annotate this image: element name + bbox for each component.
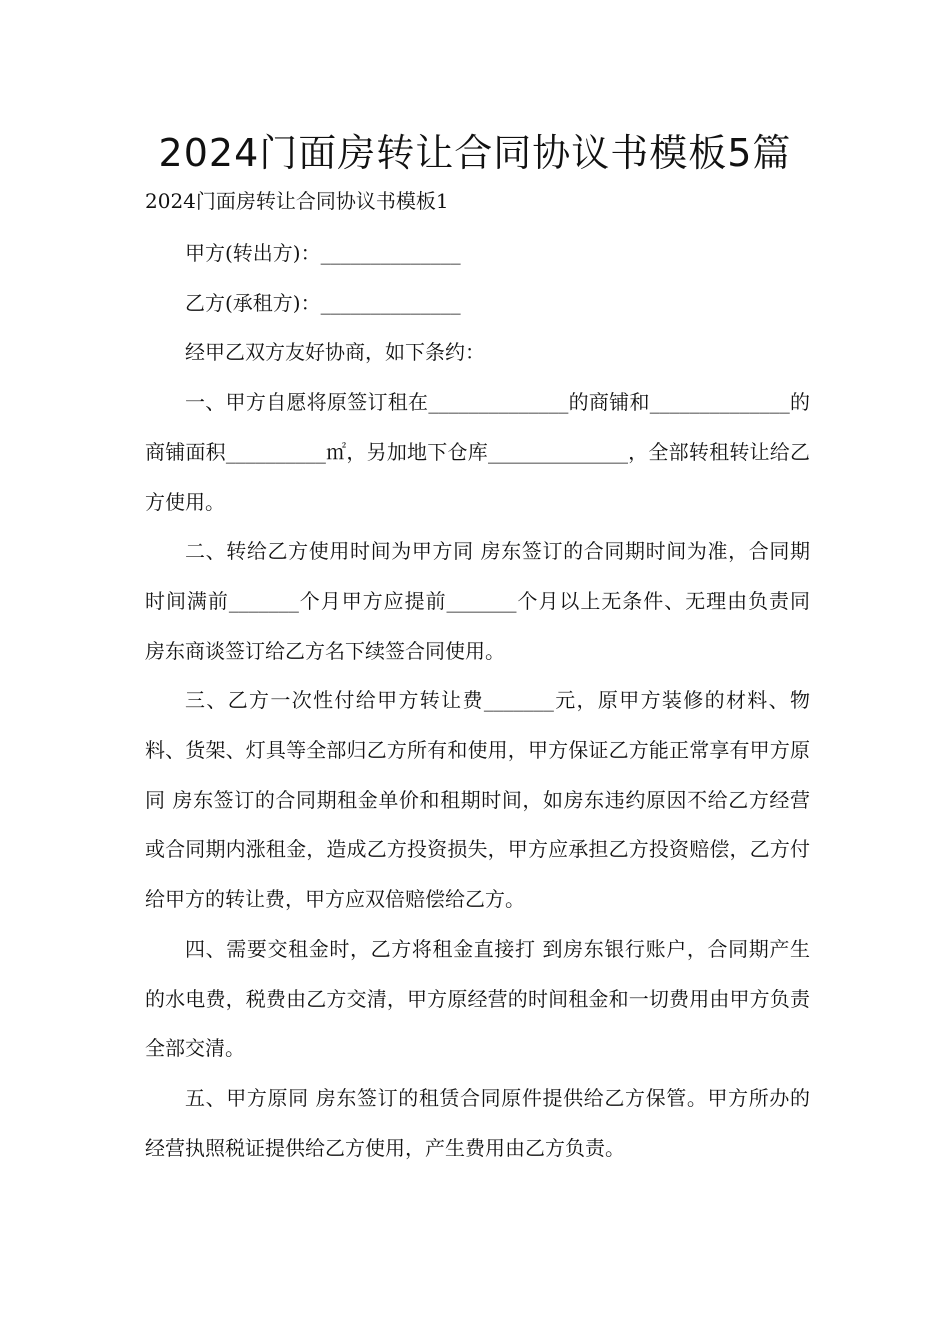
clause-3: 三、乙方一次性付给甲方转让费_______元，原甲方装修的材料、物料、货架、灯具等全部归乙方所有和使用，甲方保证乙方能正常享有甲方原同 房东签订的合同期租金单价和租期时间，如房东违约原因不给乙方经营或合同期内涨租金，造成乙方投资损失，甲方应承担乙方投资赔偿，乙方付给甲方的转让费，甲方应双倍赔偿给乙方。 <box>145 688 810 912</box>
clause-1: 一、甲方自愿将原签订租在______________的商铺和______________的商铺面积__________㎡，另加地下仓库______________，全部转租转让给乙方使用。 <box>145 390 810 514</box>
party-a-line: 甲方(转出方)：______________ <box>185 241 461 265</box>
clause-4: 四、需要交租金时，乙方将租金直接打 到房东银行账户，合同期产生的水电费，税费由乙方交清，甲方原经营的时间租金和一切费用由甲方负责全部交清。 <box>145 936 810 1061</box>
clause-5: 五、甲方原同 房东签订的租赁合同原件提供给乙方保管。甲方所办的经营执照税证提供给乙方使用，产生费用由乙方负责。 <box>145 1085 810 1160</box>
intro-paragraph: 经甲乙双方友好协商，如下条约： <box>185 340 485 365</box>
document-title: 2024门面房转让合同协议书模板5篇 <box>158 131 792 175</box>
party-b-line: 乙方(承租方)：______________ <box>185 290 461 315</box>
document-subtitle: 2024门面房转让合同协议书模板1 <box>145 189 449 213</box>
clause-2: 二、转给乙方使用时间为甲方同 房东签订的合同期时间为准，合同期时间满前_______个月甲方应提前_______个月以上无条件、无理由负责同 房东商谈签订给乙方名下续签合同使用。 <box>145 539 810 663</box>
document-body <box>145 229 810 1173</box>
